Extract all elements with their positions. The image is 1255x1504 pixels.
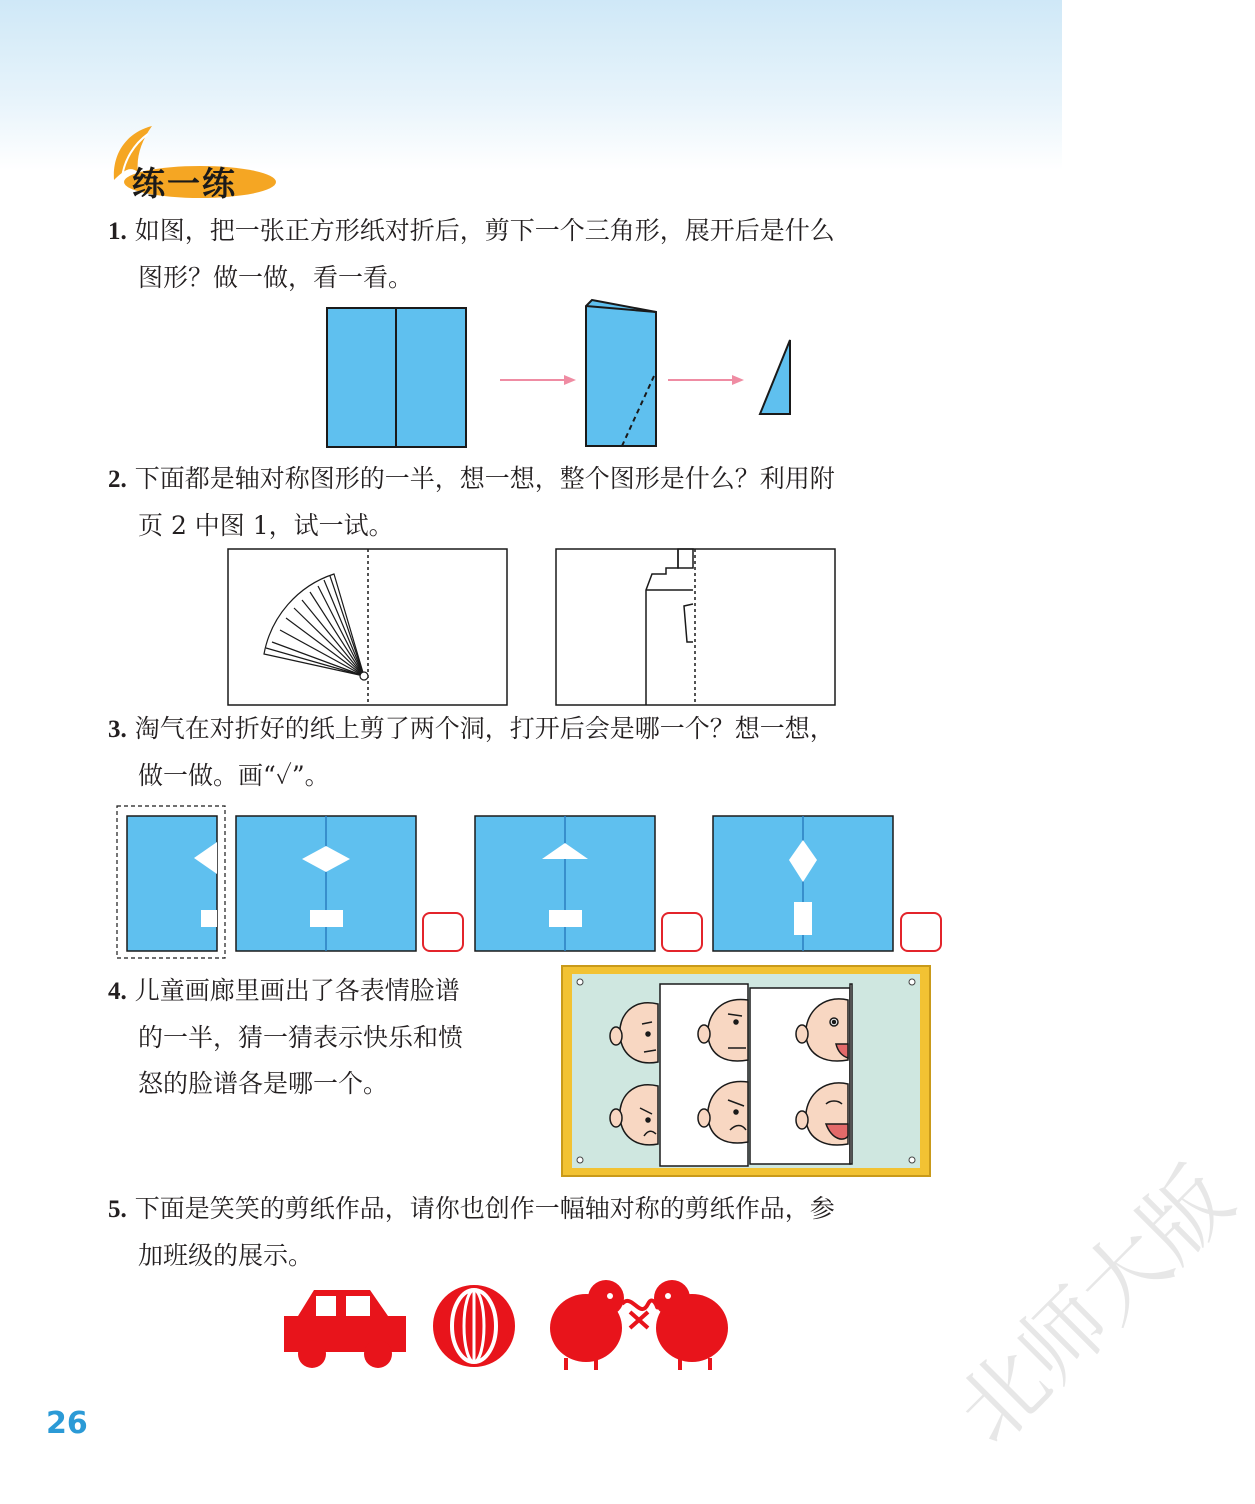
fold-cut-figure [320,296,760,456]
answer-checkbox-3[interactable] [900,912,942,952]
question-text: 图形？做一做，看一看。 [138,263,414,292]
question-text: 下面是笑笑的剪纸作品，请你也创作一幅轴对称的剪纸作品，参 [134,1194,835,1223]
question-text: 做一做。画“✓”。 [138,761,330,790]
question-text: 怒的脸谱各是哪一个。 [138,1069,389,1098]
question-text: 儿童画廊里画出了各表情脸谱 [134,976,460,1005]
watermark: 北师大版 [937,1148,1252,1463]
answer-checkbox-1[interactable] [422,912,464,952]
question-2 [108,456,835,549]
hole-options [112,802,952,962]
page-number: 26 [46,1406,88,1441]
half-figures [226,546,838,708]
question-1 [108,208,835,301]
question-text: 页 2 中图 1，试一试。 [138,511,394,540]
papercut-works [276,1270,746,1380]
car-icon [284,1290,406,1368]
question-3 [108,706,835,799]
question-number: 4. [108,978,127,1005]
question-number: 5. [108,1196,127,1223]
birds-icon [550,1280,728,1370]
question-text: 如图，把一张正方形纸对折后，剪下一个三角形，展开后是什么 [134,216,835,245]
question-4 [108,968,463,1107]
question-text: 淘气在对折好的纸上剪了两个洞，打开后会是哪一个？想一想， [134,714,835,743]
section-title: 练一练 [132,164,237,203]
question-number: 1. [108,218,127,245]
answer-checkbox-2[interactable] [661,912,703,952]
question-text: 的一半，猜一猜表示快乐和愤 [138,1023,464,1052]
question-text: 下面都是轴对称图形的一半，想一想，整个图形是什么？利用附 [134,464,835,493]
question-number: 3. [108,716,127,743]
question-5 [108,1186,835,1279]
question-text: 加班级的展示。 [138,1241,314,1270]
question-number: 2. [108,466,127,493]
ball-icon [436,1288,512,1364]
